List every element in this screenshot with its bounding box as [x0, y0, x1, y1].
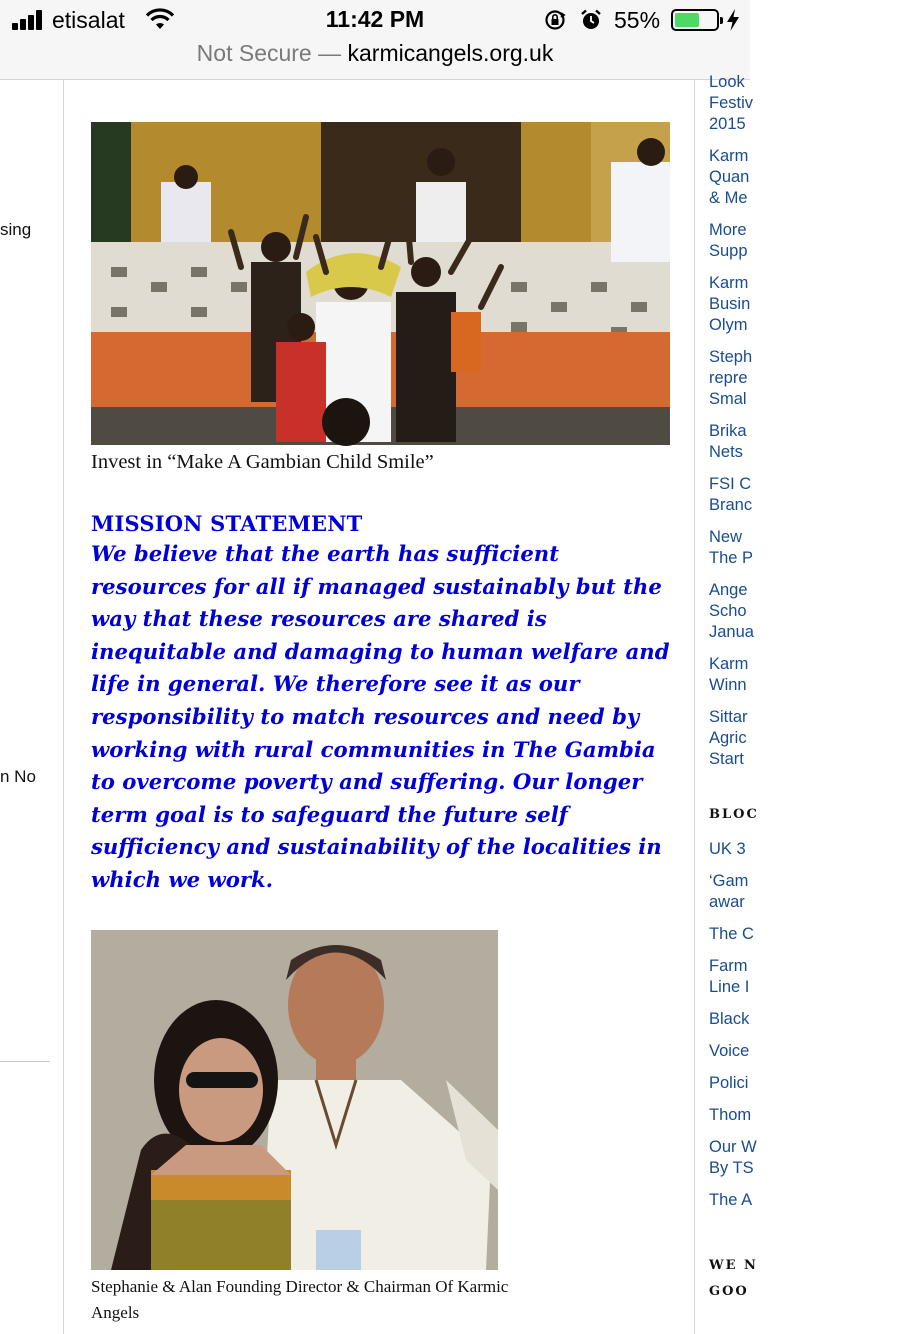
recent-post-link-line: Karm [709, 274, 749, 292]
blogroll-link[interactable] [709, 924, 909, 945]
address-separator: — [311, 40, 348, 66]
battery-icon [671, 9, 719, 31]
recent-post-link-line: New [709, 528, 743, 546]
blogroll-link[interactable] [709, 1190, 909, 1211]
recent-post-link-line: Ange [709, 581, 748, 599]
security-label: Not Secure [196, 40, 312, 66]
mission-heading: MISSION STATEMENT [91, 511, 363, 536]
recent-post-link-line: Nets [709, 443, 743, 461]
blogroll-link[interactable] [709, 1073, 909, 1094]
founders-photo [91, 930, 498, 1270]
carrier-name: etisalat [52, 7, 125, 33]
recent-post-link[interactable] [709, 527, 909, 569]
blogroll-link-line: awar [709, 893, 745, 911]
recent-post-link-line: Sittar [709, 708, 748, 726]
blogroll-link[interactable] [709, 1105, 909, 1126]
status-time: 11:42 PM [325, 6, 425, 32]
blogroll-link-line: The A [709, 1191, 753, 1209]
battery-percent: 55% [614, 7, 661, 33]
mission-statement [91, 510, 681, 897]
recent-post-link-line: 2015 [709, 115, 746, 133]
alarm-icon [580, 9, 602, 31]
blogroll-link-line: Black [709, 1010, 750, 1028]
recent-post-link[interactable] [709, 146, 909, 209]
left-sidebar-divider [0, 1061, 50, 1062]
recent-post-link-line: Brika [709, 422, 747, 440]
rotation-lock-icon [544, 9, 566, 31]
battery-level-fill [675, 13, 699, 27]
recent-post-link[interactable] [709, 474, 909, 516]
recent-post-link-line: Start [709, 750, 744, 768]
status-bar [0, 0, 750, 40]
sidebar-section-heading: WE N [709, 1258, 758, 1273]
blogroll-link-line: Voice [709, 1042, 750, 1060]
address-domain: karmicangels.org.uk [347, 40, 554, 66]
recent-post-link[interactable] [709, 654, 909, 696]
recent-post-link-line: Karm [709, 147, 749, 165]
left-sidebar-text-fragment: sing [0, 220, 32, 239]
recent-post-link-line: The P [709, 549, 754, 567]
recent-post-link-line: Branc [709, 496, 753, 514]
blogroll-link[interactable] [709, 1137, 909, 1179]
founders-photo-caption: Stephanie & Alan Founding Director & Chairman Of Karmic Angels [91, 1277, 509, 1322]
blogroll-link[interactable] [709, 1041, 909, 1062]
main-content [65, 80, 694, 1334]
recent-post-link[interactable] [709, 72, 909, 135]
recent-post-link-line: More [709, 221, 747, 239]
recent-post-link[interactable] [709, 347, 909, 410]
sidebar-section-heading: GOO [709, 1284, 749, 1299]
children-photo [91, 122, 670, 445]
blogroll-link[interactable] [709, 1009, 909, 1030]
recent-post-link-line: FSI C [709, 475, 752, 493]
recent-post-link-line: Look [709, 73, 745, 91]
recent-post-link[interactable] [709, 273, 909, 336]
charging-bolt-icon [726, 9, 740, 31]
recent-post-link-line: Steph [709, 348, 753, 366]
address-bar[interactable] [0, 40, 750, 70]
recent-post-link[interactable] [709, 707, 909, 770]
blogroll-link[interactable] [709, 871, 909, 913]
recent-post-link-line: Janua [709, 623, 754, 641]
recent-post-link-line: Agric [709, 729, 747, 747]
recent-post-link[interactable] [709, 421, 909, 463]
blogroll-link-line: ‘Gam [709, 872, 749, 890]
blogroll-link-line: UK 3 [709, 840, 746, 858]
recent-post-link[interactable] [709, 220, 909, 262]
blogroll-link-line: Line I [709, 978, 750, 996]
children-photo-caption: Invest in “Make A Gambian Child Smile” [91, 451, 434, 473]
right-sidebar [694, 73, 759, 1334]
recent-post-link-line: & Me [709, 189, 748, 207]
recent-post-link-line: Smal [709, 390, 747, 408]
recent-post-link-line: Quan [709, 168, 750, 186]
blogroll-link-line: Thom [709, 1106, 752, 1124]
left-sidebar [0, 80, 64, 1334]
recent-post-link-line: Supp [709, 242, 748, 260]
mission-body: We believe that the earth has sufficient resources for all if managed sustainably but the way that these resources are shared is inequitable and damaging to human welfare and life in general. We therefore see it as our responsibility to match resources and need by working with rural communities in The Gambia to overcome poverty and suffering. Our longer term goal is to safeguard the future self sufficiency and sustainability of the localities in which we work. [91, 541, 670, 892]
recent-post-link-line: Karm [709, 655, 749, 673]
recent-post-link-line: Winn [709, 676, 747, 694]
recent-post-link-line: Festiv [709, 94, 754, 112]
recent-post-link-line: Scho [709, 602, 747, 620]
recent-post-link-line: repre [709, 369, 748, 387]
blogroll-link[interactable] [709, 839, 909, 860]
blogroll-link-line: By TS [709, 1159, 754, 1177]
blogroll-link-line: Farm [709, 957, 748, 975]
recent-post-link-line: Busin [709, 295, 751, 313]
browser-chrome [0, 0, 750, 80]
left-sidebar-text-fragment: n No [0, 767, 36, 786]
blogroll-link-line: Our W [709, 1138, 757, 1156]
recent-post-link-line: Olym [709, 316, 748, 334]
blogroll-link[interactable] [709, 956, 909, 998]
blogroll-link-line: The C [709, 925, 754, 943]
blogroll-link-line: Polici [709, 1074, 749, 1092]
recent-post-link[interactable] [709, 580, 909, 643]
blogroll-heading: BLOC [709, 807, 759, 822]
